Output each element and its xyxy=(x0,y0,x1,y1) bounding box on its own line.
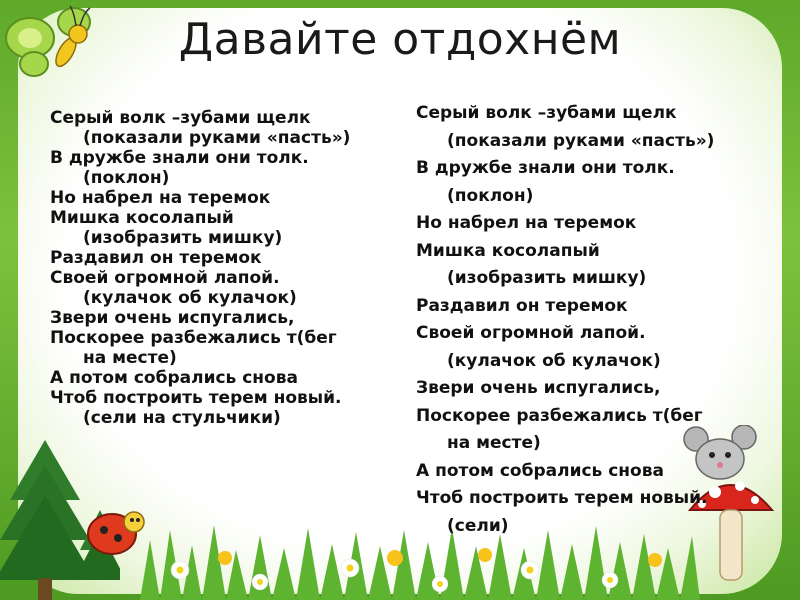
poem-left-line: Мишка косолапый xyxy=(50,208,234,228)
poem-right-line: (кулачок об кулачок) xyxy=(447,350,661,371)
poem-right-line: А потом собрались снова xyxy=(416,460,664,481)
poem-right-line: (поклон) xyxy=(447,185,534,206)
poem-left-line: (поклон) xyxy=(83,168,170,188)
poem-left-line: Но набрел на теремок xyxy=(50,188,271,208)
poem-right-line: на месте) xyxy=(447,433,541,453)
poem-left-line: (изобразить мишку) xyxy=(83,228,283,248)
poem-column-right xyxy=(416,100,776,540)
poem-left-line: Звери очень испугались, xyxy=(50,308,295,328)
poem-column-left xyxy=(50,108,390,428)
poem-right-line: Чтоб построить терем новый. xyxy=(416,488,708,508)
poem-left-line: (кулачок об кулачок) xyxy=(83,288,297,308)
poem-right-line: (показали руками «пасть») xyxy=(447,130,715,151)
poem-left-line: А потом собрались снова xyxy=(50,368,298,388)
poem-right-line: Мишка косолапый xyxy=(416,240,600,261)
poem-right-line: Серый волк –зубами щелк xyxy=(416,103,677,123)
poem-left-line: Поскорее разбежались т(бег xyxy=(50,328,337,348)
poem-right-line: Но набрел на теремок xyxy=(416,213,637,233)
poem-right-line: (сели) xyxy=(447,515,509,536)
poem-left-line: Серый волк –зубами щелк xyxy=(50,108,311,128)
poem-left-line: на месте) xyxy=(83,348,177,368)
poem-left-line: Чтоб построить терем новый. xyxy=(50,388,342,408)
poem-right-line: Своей огромной лапой. xyxy=(416,323,646,343)
poem-right-line: Звери очень испугались, xyxy=(416,378,661,398)
poem-left-line: (сели на стульчики) xyxy=(83,408,281,428)
poem-left-line: (показали руками «пасть») xyxy=(83,128,351,148)
slide-title: Давайте отдохнём xyxy=(178,14,622,65)
poem-left-line: В дружбе знали они толк. xyxy=(50,148,309,168)
poem-left-line: Раздавил он теремок xyxy=(50,248,262,268)
poem-right-line: (изобразить мишку) xyxy=(447,268,647,288)
poem-right-line: В дружбе знали они толк. xyxy=(416,158,675,178)
poem-left-line: Своей огромной лапой. xyxy=(50,268,280,288)
poem-right-line: Раздавил он теремок xyxy=(416,295,628,316)
poem-right-line: Поскорее разбежались т(бег xyxy=(416,405,703,426)
